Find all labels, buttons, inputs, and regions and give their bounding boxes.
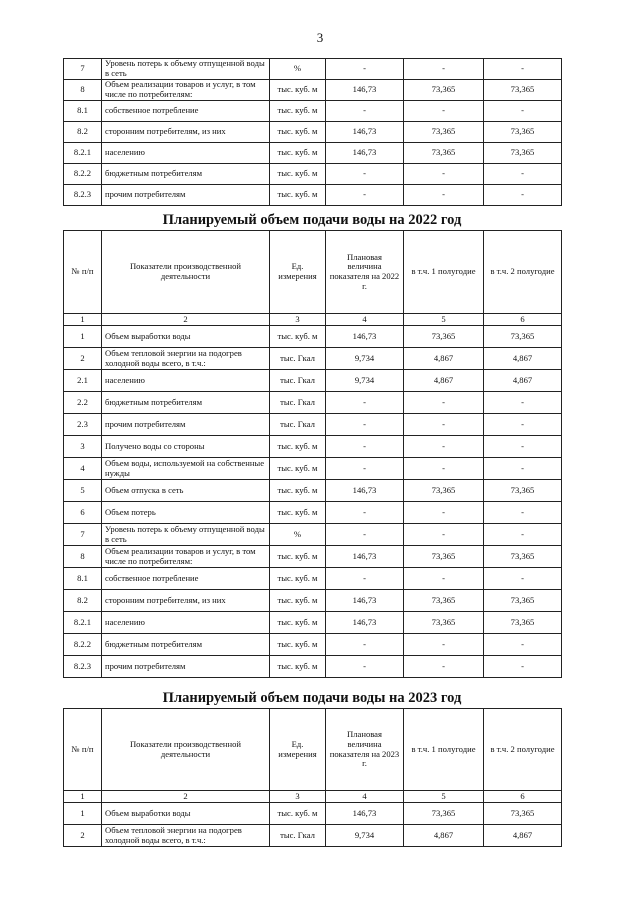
row-number: 6	[64, 502, 102, 524]
first-half-value: -	[404, 634, 484, 656]
first-half-value: -	[404, 524, 484, 546]
first-half-value: 4,867	[404, 825, 484, 847]
planned-value: 146,73	[326, 80, 404, 101]
table-row	[64, 370, 562, 392]
header-half1: в т.ч. 1 полугодие	[404, 231, 484, 314]
first-half-value: 73,365	[404, 326, 484, 348]
second-half-value: 73,365	[484, 143, 562, 164]
table-row	[64, 568, 562, 590]
second-half-value: 4,867	[484, 370, 562, 392]
second-half-value: 4,867	[484, 348, 562, 370]
indicator-name: Объем выработки воды	[102, 326, 270, 348]
first-half-value: -	[404, 101, 484, 122]
column-number: 3	[270, 314, 326, 326]
column-number: 4	[326, 314, 404, 326]
first-half-value: 4,867	[404, 370, 484, 392]
first-half-value: 73,365	[404, 143, 484, 164]
unit-of-measure: тыс. куб. м	[270, 590, 326, 612]
row-number: 8.1	[64, 568, 102, 590]
indicator-name: бюджетным потребителям	[102, 392, 270, 414]
indicator-name: прочим потребителям	[102, 414, 270, 436]
first-half-value: 73,365	[404, 480, 484, 502]
planned-value: -	[326, 164, 404, 185]
row-number: 1	[64, 326, 102, 348]
first-half-value: -	[404, 59, 484, 80]
row-number: 3	[64, 436, 102, 458]
unit-of-measure: тыс. куб. м	[270, 656, 326, 678]
row-number: 8.2.2	[64, 164, 102, 185]
table-row	[64, 480, 562, 502]
indicator-name: Объем тепловой энергии на подогрев холодной воды всего, в т.ч.:	[102, 348, 270, 370]
planned-value: 146,73	[326, 590, 404, 612]
header-num: № п/п	[64, 709, 102, 791]
second-half-value: 73,365	[484, 612, 562, 634]
table-row	[64, 348, 562, 370]
table-row	[64, 524, 562, 546]
unit-of-measure: тыс. Гкал	[270, 370, 326, 392]
first-half-value: -	[404, 414, 484, 436]
second-half-value: -	[484, 185, 562, 206]
row-number: 5	[64, 480, 102, 502]
first-half-value: -	[404, 436, 484, 458]
second-half-value: -	[484, 524, 562, 546]
page-number: 3	[316, 30, 324, 45]
unit-of-measure: %	[270, 524, 326, 546]
unit-of-measure: тыс. куб. м	[270, 436, 326, 458]
indicator-name: Объем реализации товаров и услуг, в том числе по потребителям:	[102, 546, 270, 568]
table-row	[64, 414, 562, 436]
header-half1: в т.ч. 1 полугодие	[404, 709, 484, 791]
row-number: 7	[64, 524, 102, 546]
table-row	[64, 80, 562, 101]
continued-table	[63, 58, 562, 206]
row-number: 8.2	[64, 590, 102, 612]
row-number: 8.2	[64, 122, 102, 143]
water-supply-table-2022	[63, 230, 562, 678]
column-number: 4	[326, 791, 404, 803]
unit-of-measure: тыс. куб. м	[270, 568, 326, 590]
planned-value: -	[326, 524, 404, 546]
table-row	[64, 458, 562, 480]
planned-value: 146,73	[326, 803, 404, 825]
unit-of-measure: тыс. Гкал	[270, 825, 326, 847]
table-row	[64, 656, 562, 678]
indicator-name: собственное потребление	[102, 101, 270, 122]
planned-value: -	[326, 568, 404, 590]
table-row	[64, 122, 562, 143]
indicator-name: Получено воды со стороны	[102, 436, 270, 458]
first-half-value: -	[404, 164, 484, 185]
unit-of-measure: тыс. куб. м	[270, 101, 326, 122]
planned-value: 9,734	[326, 825, 404, 847]
planned-value: -	[326, 392, 404, 414]
indicator-name: бюджетным потребителям	[102, 634, 270, 656]
table-row	[64, 326, 562, 348]
planned-value: -	[326, 414, 404, 436]
second-half-value: -	[484, 164, 562, 185]
table-row	[64, 59, 562, 80]
indicator-name: бюджетным потребителям	[102, 164, 270, 185]
table-row	[64, 185, 562, 206]
row-number: 8.1	[64, 101, 102, 122]
first-half-value: 73,365	[404, 590, 484, 612]
second-half-value: 73,365	[484, 803, 562, 825]
table-row	[64, 825, 562, 847]
table-header-row	[64, 231, 562, 314]
second-half-value: 73,365	[484, 122, 562, 143]
header-unit: Ед. измерения	[270, 709, 326, 791]
indicator-name: прочим потребителям	[102, 656, 270, 678]
second-half-value: -	[484, 502, 562, 524]
unit-of-measure: тыс. куб. м	[270, 80, 326, 101]
first-half-value: 73,365	[404, 122, 484, 143]
column-number: 2	[102, 314, 270, 326]
table-row	[64, 502, 562, 524]
second-half-value: -	[484, 568, 562, 590]
section-title-2023: Планируемый объем подачи воды на 2023 год	[162, 690, 462, 706]
column-number: 3	[270, 791, 326, 803]
indicator-name: населению	[102, 612, 270, 634]
planned-value: 9,734	[326, 348, 404, 370]
second-half-value: 73,365	[484, 590, 562, 612]
unit-of-measure: тыс. куб. м	[270, 803, 326, 825]
first-half-value: 4,867	[404, 348, 484, 370]
indicator-name: населению	[102, 143, 270, 164]
second-half-value: 4,867	[484, 825, 562, 847]
first-half-value: 73,365	[404, 803, 484, 825]
unit-of-measure: тыс. куб. м	[270, 502, 326, 524]
table-row	[64, 803, 562, 825]
table-row	[64, 634, 562, 656]
planned-value: 146,73	[326, 143, 404, 164]
row-number: 2	[64, 348, 102, 370]
unit-of-measure: тыс. куб. м	[270, 634, 326, 656]
header-name: Показатели производственной деятельности	[102, 709, 270, 791]
unit-of-measure: тыс. куб. м	[270, 612, 326, 634]
indicator-name: Объем воды, используемой на собственные нужды	[102, 458, 270, 480]
table-row	[64, 546, 562, 568]
first-half-value: 73,365	[404, 546, 484, 568]
indicator-name: Объем потерь	[102, 502, 270, 524]
unit-of-measure: тыс. куб. м	[270, 326, 326, 348]
unit-of-measure: тыс. куб. м	[270, 143, 326, 164]
planned-value: -	[326, 101, 404, 122]
indicator-name: Объем отпуска в сеть	[102, 480, 270, 502]
column-number: 6	[484, 314, 562, 326]
first-half-value: -	[404, 458, 484, 480]
row-number: 4	[64, 458, 102, 480]
indicator-name: Уровень потерь к объему отпущенной воды в сеть	[102, 59, 270, 80]
column-number: 5	[404, 791, 484, 803]
row-number: 2	[64, 825, 102, 847]
first-half-value: -	[404, 568, 484, 590]
column-number: 1	[64, 791, 102, 803]
planned-value: -	[326, 634, 404, 656]
indicator-name: собственное потребление	[102, 568, 270, 590]
table-header-row	[64, 709, 562, 791]
planned-value: 146,73	[326, 612, 404, 634]
planned-value: 9,734	[326, 370, 404, 392]
planned-value: -	[326, 656, 404, 678]
second-half-value: -	[484, 101, 562, 122]
second-half-value: 73,365	[484, 546, 562, 568]
planned-value: -	[326, 502, 404, 524]
indicator-name: Объем выработки воды	[102, 803, 270, 825]
indicator-name: Объем реализации товаров и услуг, в том числе по потребителям:	[102, 80, 270, 101]
header-half2: в т.ч. 2 полугодие	[484, 709, 562, 791]
column-number: 1	[64, 314, 102, 326]
planned-value: -	[326, 185, 404, 206]
header-name: Показатели производственной деятельности	[102, 231, 270, 314]
column-number: 6	[484, 791, 562, 803]
planned-value: 146,73	[326, 546, 404, 568]
water-supply-table-2023	[63, 708, 562, 847]
second-half-value: -	[484, 656, 562, 678]
first-half-value: -	[404, 392, 484, 414]
header-num: № п/п	[64, 231, 102, 314]
first-half-value: -	[404, 656, 484, 678]
unit-of-measure: тыс. куб. м	[270, 185, 326, 206]
row-number: 8.2.3	[64, 656, 102, 678]
column-number: 2	[102, 791, 270, 803]
section-title-2022: Планируемый объем подачи воды на 2022 год	[162, 212, 462, 228]
indicator-name: Уровень потерь к объему отпущенной воды в сеть	[102, 524, 270, 546]
second-half-value: -	[484, 436, 562, 458]
second-half-value: -	[484, 458, 562, 480]
unit-of-measure: тыс. Гкал	[270, 414, 326, 436]
table-row	[64, 590, 562, 612]
second-half-value: -	[484, 414, 562, 436]
header-plan: Плановая величина показателя на 2023 г.	[326, 709, 404, 791]
first-half-value: -	[404, 185, 484, 206]
first-half-value: 73,365	[404, 612, 484, 634]
header-unit: Ед. измерения	[270, 231, 326, 314]
second-half-value: -	[484, 634, 562, 656]
unit-of-measure: тыс. Гкал	[270, 348, 326, 370]
row-number: 8	[64, 80, 102, 101]
planned-value: -	[326, 458, 404, 480]
planned-value: -	[326, 436, 404, 458]
column-numbers-row	[64, 314, 562, 326]
second-half-value: 73,365	[484, 80, 562, 101]
row-number: 8.2.1	[64, 612, 102, 634]
second-half-value: -	[484, 59, 562, 80]
column-numbers-row	[64, 791, 562, 803]
row-number: 2.2	[64, 392, 102, 414]
table-row	[64, 101, 562, 122]
second-half-value: 73,365	[484, 480, 562, 502]
indicator-name: населению	[102, 370, 270, 392]
row-number: 8.2.3	[64, 185, 102, 206]
row-number: 1	[64, 803, 102, 825]
first-half-value: -	[404, 502, 484, 524]
planned-value: 146,73	[326, 326, 404, 348]
first-half-value: 73,365	[404, 80, 484, 101]
indicator-name: Объем тепловой энергии на подогрев холодной воды всего, в т.ч.:	[102, 825, 270, 847]
planned-value: -	[326, 59, 404, 80]
row-number: 7	[64, 59, 102, 80]
unit-of-measure: тыс. куб. м	[270, 458, 326, 480]
row-number: 8.2.1	[64, 143, 102, 164]
unit-of-measure: тыс. куб. м	[270, 546, 326, 568]
table-row	[64, 392, 562, 414]
unit-of-measure: тыс. куб. м	[270, 480, 326, 502]
row-number: 8.2.2	[64, 634, 102, 656]
row-number: 8	[64, 546, 102, 568]
table-row	[64, 164, 562, 185]
row-number: 2.3	[64, 414, 102, 436]
planned-value: 146,73	[326, 122, 404, 143]
column-number: 5	[404, 314, 484, 326]
row-number: 2.1	[64, 370, 102, 392]
header-plan: Плановая величина показателя на 2022 г.	[326, 231, 404, 314]
second-half-value: -	[484, 392, 562, 414]
unit-of-measure: тыс. куб. м	[270, 122, 326, 143]
table-row	[64, 436, 562, 458]
second-half-value: 73,365	[484, 326, 562, 348]
table-row	[64, 143, 562, 164]
unit-of-measure: тыс. Гкал	[270, 392, 326, 414]
indicator-name: сторонним потребителям, из них	[102, 590, 270, 612]
indicator-name: сторонним потребителям, из них	[102, 122, 270, 143]
unit-of-measure: тыс. куб. м	[270, 164, 326, 185]
indicator-name: прочим потребителям	[102, 185, 270, 206]
planned-value: 146,73	[326, 480, 404, 502]
unit-of-measure: %	[270, 59, 326, 80]
header-half2: в т.ч. 2 полугодие	[484, 231, 562, 314]
table-row	[64, 612, 562, 634]
